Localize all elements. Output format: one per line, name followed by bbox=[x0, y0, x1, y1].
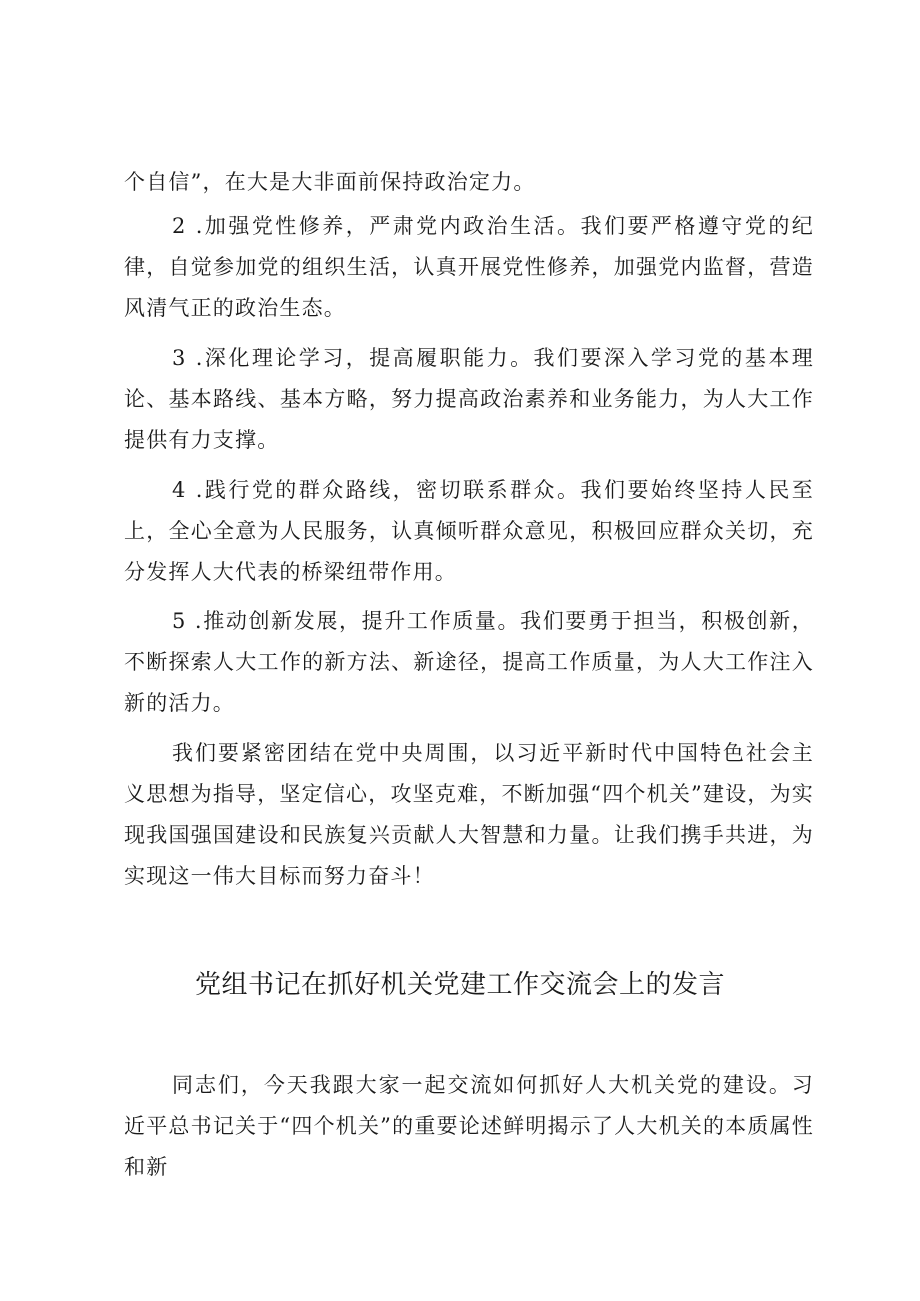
paragraph-item-4: 4 .践行党的群众路线，密切联系群众。我们要始终坚持人民至上，全心全意为人民服务，认真倾听群众意见，积极回应群众关切，充分发挥人大代表的桥梁纽带作用。 bbox=[124, 478, 814, 584]
paragraph-continuation: 个自信”，在大是大非面前保持政治定力。 bbox=[124, 170, 536, 194]
paragraph-intro: 同志们，今天我跟大家一起交流如何抓好人大机关党的建设。习近平总书记关于“四个机关”的重要论述鲜明揭示了人大机关的本质属性和新 bbox=[124, 1073, 814, 1179]
paragraph-item-2: 2 .加强党性修养，严肃党内政治生活。我们要严格遵守党的纪律，自觉参加党的组织生活，认真开展党性修养，加强党内监督，营造风清气正的政治生态。 bbox=[124, 214, 814, 320]
paragraph-item-3: 3 .深化理论学习，提高履职能力。我们要深入学习党的基本理论、基本路线、基本方略，努力提高政治素养和业务能力，为人大工作提供有力支撑。 bbox=[124, 346, 814, 452]
paragraph-item-5: 5 .推动创新发展，提升工作质量。我们要勇于担当，积极创新，不断探索人大工作的新方法、新途径，提高工作质量，为人大工作注入新的活力。 bbox=[124, 609, 814, 715]
paragraph-conclusion: 我们要紧密团结在党中央周围，以习近平新时代中国特色社会主义思想为指导，坚定信心，攻坚克难，不断加强“四个机关”建设，为实现我国强国建设和民族复兴贡献人大智慧和力量。让我们携手共进，为实现这一伟大目标而努力奋斗！ bbox=[124, 741, 814, 888]
section-heading: 党组书记在抓好机关党建工作交流会上的发言 bbox=[194, 970, 725, 1000]
